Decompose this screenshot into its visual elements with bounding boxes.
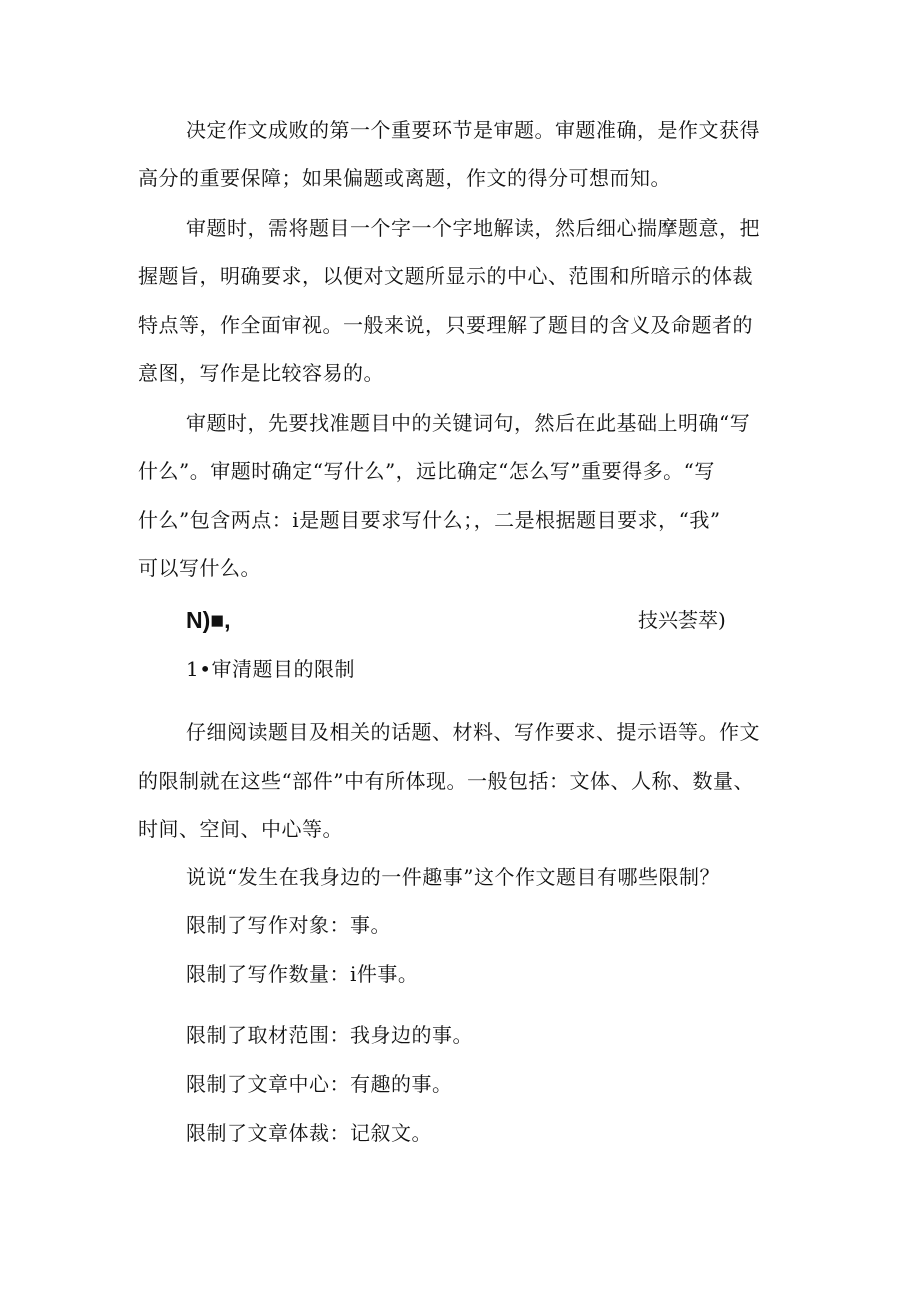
limit-item: 限制了取材范围：我身边的事。 xyxy=(186,1023,473,1047)
subheading: 1•审清题目的限制 xyxy=(186,657,356,681)
limit-item: 限制了写作数量：i件事。 xyxy=(186,962,419,986)
para3-line4: 可以写什么。 xyxy=(138,556,261,580)
para1-line2: 高分的重要保障；如果偏题或离题，作文的得分可想而知。 xyxy=(138,166,671,190)
limit-item: 限制了文章体裁：记叙文。 xyxy=(186,1121,432,1145)
limit-item: 限制了写作对象：事。 xyxy=(186,913,391,937)
para2-line4: 意图，写作是比较容易的。 xyxy=(138,361,384,385)
para2-line3: 特点等，作全面审视。一般来说，只要理解了题目的含义及命题者的 xyxy=(138,313,753,337)
para1-line1: 决定作文成败的第一个重要环节是审题。审题准确，是作文获得 xyxy=(186,118,760,142)
para3-line1: 审题时，先要找准题目中的关键词句，然后在此基础上明确“写 xyxy=(186,411,751,435)
para4-line1: 仔细阅读题目及相关的话题、材料、写作要求、提示语等。作文 xyxy=(186,720,760,744)
question-line: 说说“发生在我身边的一件趣事”这个作文题目有哪些限制？ xyxy=(186,865,720,889)
section-heading-right: 技兴荟萃) xyxy=(638,608,726,632)
para2-line1: 审题时，需将题目一个字一个字地解读，然后细心揣摩题意，把 xyxy=(186,216,760,240)
limit-item: 限制了文章中心：有趣的事。 xyxy=(186,1072,453,1096)
para3-line3: 什么”包含两点：i是题目要求写什么；，二是根据题目要求，“我” xyxy=(138,508,721,532)
para4-line3: 时间、空间、中心等。 xyxy=(138,817,343,841)
section-heading-left: N)■, xyxy=(186,607,231,633)
para3-line2: 什么”。审题时确定“写什么”，远比确定“怎么写”重要得多。“写 xyxy=(138,459,715,483)
para4-line2: 的限制就在这些“部件”中有所体现。一般包括：文体、人称、数量、 xyxy=(138,769,754,793)
para2-line2: 握题旨，明确要求，以便对文题所显示的中心、范围和所暗示的体裁 xyxy=(138,264,753,288)
